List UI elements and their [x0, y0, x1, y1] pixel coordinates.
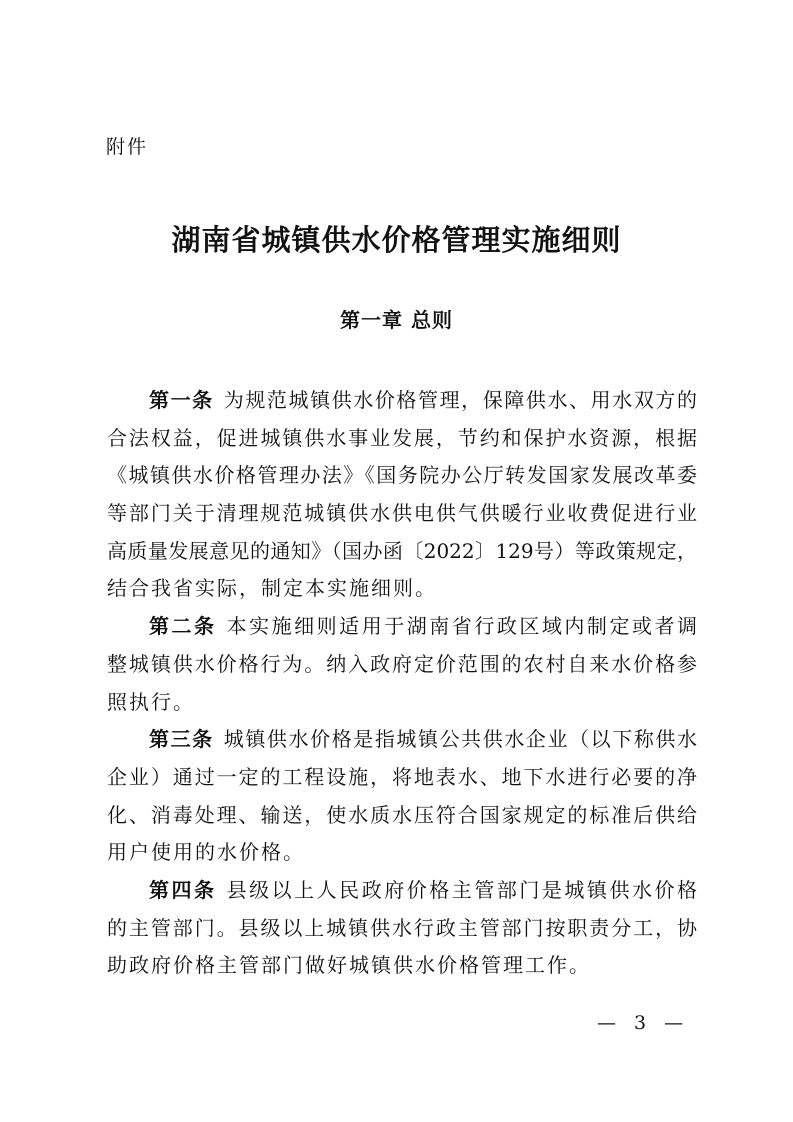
- text-line: [107, 872, 697, 910]
- article-3: [107, 721, 697, 872]
- text-line: 高质量发展意见的通知》（国办函〔2022〕129号）等政策规定，: [107, 538, 697, 563]
- text-line: 照执行。: [107, 689, 195, 714]
- text-line: 整城镇供水价格行为。纳入政府定价范围的农村自来水价格参: [107, 651, 697, 676]
- text-line: [107, 608, 697, 646]
- text-line: 企业）通过一定的工程设施，将地表水、地下水进行必要的净: [107, 764, 697, 789]
- article-text: 县级以上人民政府价格主管部门是城镇供水价格: [226, 877, 698, 902]
- text-line: 助政府价格主管部门做好城镇供水价格管理工作。: [107, 953, 591, 978]
- text-line: 《城镇供水价格管理办法》《国务院办公厅转发国家发展改革委: [107, 463, 697, 488]
- text-line: 的主管部门。县级以上城镇供水行政主管部门按职责分工，协: [107, 915, 697, 940]
- article-label: 第一条: [149, 388, 214, 412]
- article-label: 第四条: [149, 877, 217, 902]
- article-2: [107, 608, 697, 721]
- article-text: 为规范城镇供水价格管理，保障供水、用水双方的: [223, 388, 697, 412]
- page-number: — 3 —: [597, 1012, 690, 1034]
- article-label: 第三条: [149, 727, 214, 752]
- document-body: [107, 382, 697, 985]
- text-line: [107, 721, 697, 759]
- text-line: [107, 382, 697, 420]
- article-text: 城镇供水价格是指城镇公共供水企业（以下称供水: [223, 727, 697, 752]
- article-text: 本实施细则适用于湖南省行政区域内制定或者调: [226, 614, 698, 639]
- text-line: 结合我省实际，制定本实施细则。: [107, 576, 437, 601]
- text-line: 等部门关于清理规范城镇供水供电供气供暖行业收费促进行业: [107, 501, 697, 526]
- document-title: 湖南省城镇供水价格管理实施细则: [171, 223, 622, 257]
- text-line: 用户使用的水价格。: [107, 840, 305, 865]
- attachment-label: 附件: [106, 136, 149, 158]
- chapter-heading: 第一章 总则: [340, 308, 453, 332]
- text-line: 化、消毒处理、输送，使水质水压符合国家规定的标准后供给: [107, 802, 697, 827]
- text-line: 合法权益，促进城镇供水事业发展，节约和保护水资源，根据: [107, 425, 697, 450]
- article-1: [107, 382, 697, 608]
- article-4: [107, 872, 697, 985]
- article-label: 第二条: [149, 614, 217, 639]
